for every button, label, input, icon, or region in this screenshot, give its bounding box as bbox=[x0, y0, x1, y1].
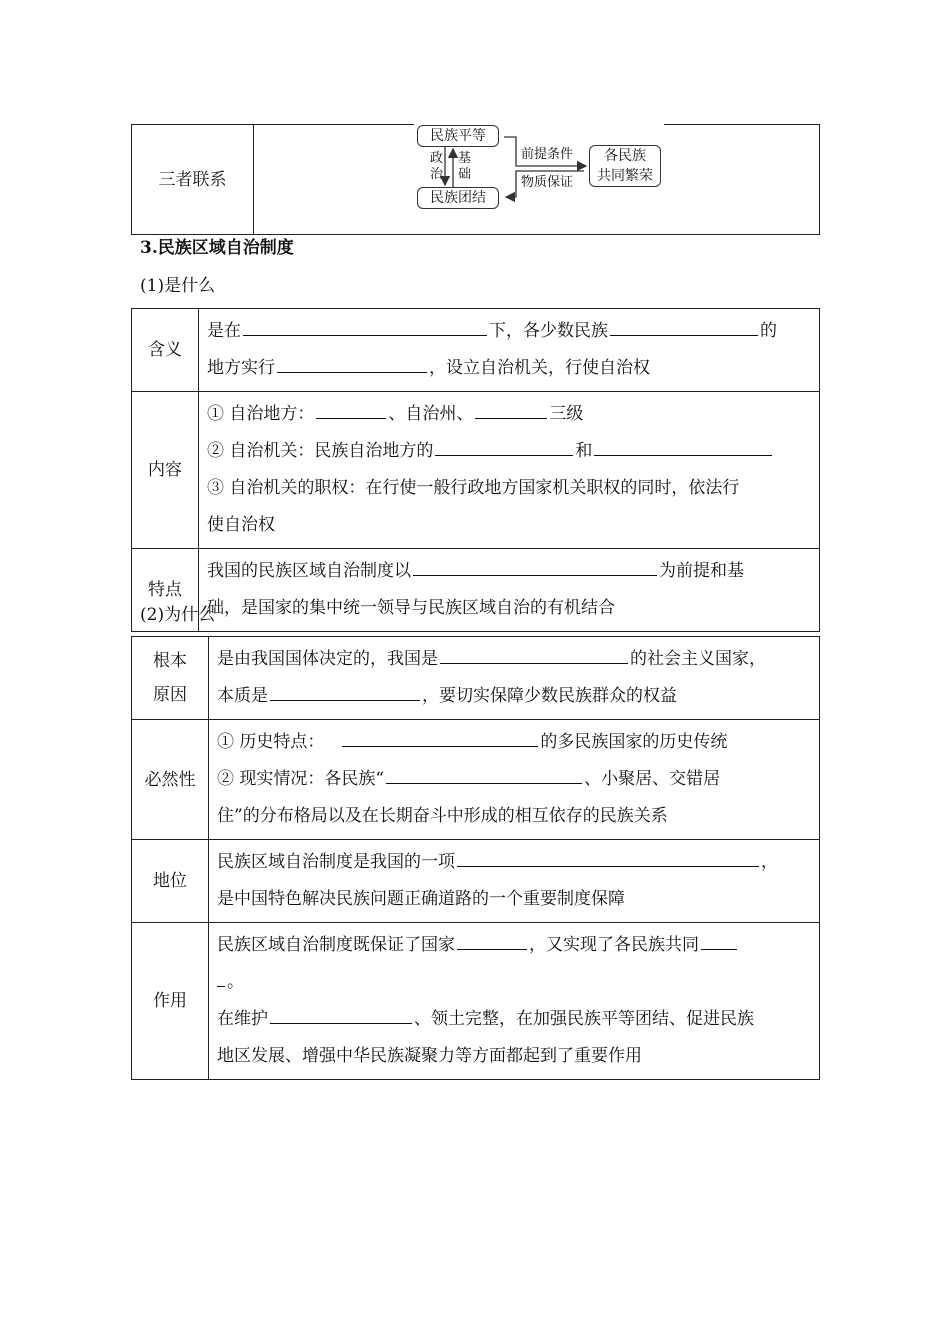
box-common-prosperity-line1: 各民族 bbox=[604, 148, 646, 164]
row-label-inevitability: 必然性 bbox=[132, 720, 209, 840]
relation-diagram bbox=[414, 123, 664, 213]
subsection-what: (1)是什么 bbox=[140, 276, 216, 296]
relation-table bbox=[131, 124, 820, 235]
relation-diagram-cell bbox=[254, 125, 820, 235]
label-political-2: 治 bbox=[430, 167, 444, 182]
root-cause-label-1: 根本 bbox=[153, 651, 187, 671]
status-line-1 bbox=[217, 844, 811, 881]
content-line-3: ③ 自治机关的职权：在行使一般行政地方国家机关职权的同时，依法行 bbox=[207, 478, 740, 498]
box-common-prosperity-line2: 共同繁荣 bbox=[597, 168, 653, 184]
text-seg: 。 bbox=[227, 972, 244, 992]
text-seg: 和 bbox=[575, 441, 593, 461]
row-label-feature: 特点 bbox=[132, 549, 199, 632]
text-seg: 本质是 bbox=[217, 686, 268, 706]
text-seg: 在维护 bbox=[217, 1009, 268, 1029]
row-label-root-cause bbox=[132, 637, 209, 720]
content-line-2 bbox=[207, 433, 811, 470]
role-line-1 bbox=[217, 927, 811, 964]
blank-field[interactable] bbox=[435, 433, 573, 456]
meaning-line-1 bbox=[207, 313, 811, 350]
row-content-status bbox=[209, 840, 820, 923]
why-table bbox=[131, 636, 820, 1080]
blank-field[interactable] bbox=[243, 313, 487, 336]
row-content-role bbox=[209, 923, 820, 1080]
label-material-guarantee: 物质保证 bbox=[521, 175, 574, 190]
what-table bbox=[131, 308, 820, 632]
feature-line-1 bbox=[207, 553, 811, 590]
blank-field[interactable] bbox=[475, 396, 547, 419]
blank-field[interactable] bbox=[217, 964, 225, 987]
text-seg: 的社会主义国家， bbox=[630, 649, 766, 669]
text-seg: ① 自治地方： bbox=[207, 404, 315, 424]
blank-field[interactable] bbox=[316, 396, 386, 419]
root-cause-label-2: 原因 bbox=[153, 685, 187, 705]
role-line-2 bbox=[217, 964, 811, 1001]
blank-field[interactable] bbox=[457, 844, 759, 867]
blank-field[interactable] bbox=[270, 1001, 412, 1024]
text-seg: ，又实现了各民族共同 bbox=[529, 935, 699, 955]
text-seg: 我国的民族区域自治制度以 bbox=[207, 561, 411, 581]
blank-field[interactable] bbox=[610, 313, 758, 336]
blank-field[interactable] bbox=[701, 927, 737, 950]
blank-field[interactable] bbox=[413, 553, 657, 576]
text-seg: 民族区域自治制度是我国的一项 bbox=[217, 852, 455, 872]
text-seg: ， bbox=[761, 852, 778, 872]
box-common-prosperity bbox=[589, 145, 661, 187]
role-line-4: 地区发展、增强中华民族凝聚力等方面都起到了重要作用 bbox=[217, 1046, 642, 1066]
feature-line-2: 础，是国家的集中统一领导与民族区域自治的有机结合 bbox=[207, 598, 615, 618]
text-seg: 地方实行 bbox=[207, 358, 275, 378]
row-label-status: 地位 bbox=[132, 840, 209, 923]
content-line-1 bbox=[207, 396, 811, 433]
status-line-2: 是中国特色解决民族问题正确道路的一个重要制度保障 bbox=[217, 889, 625, 909]
text-seg: ，要切实保障少数民族群众的权益 bbox=[422, 686, 677, 706]
blank-field[interactable] bbox=[270, 678, 420, 701]
text-seg: 的 bbox=[760, 321, 777, 341]
blank-field[interactable] bbox=[457, 927, 527, 950]
row-label-content: 内容 bbox=[132, 392, 199, 549]
inevitability-line-2 bbox=[217, 761, 811, 798]
content-line-4: 使自治权 bbox=[207, 515, 275, 535]
blank-field[interactable] bbox=[386, 761, 582, 784]
blank-field[interactable] bbox=[277, 350, 427, 373]
label-political-1: 政 bbox=[430, 151, 444, 166]
text-seg: ，设立自治机关，行使自治权 bbox=[429, 358, 650, 378]
text-seg: 三级 bbox=[549, 404, 584, 424]
text-seg: 是在 bbox=[207, 321, 241, 341]
text-seg: ② 自治机关：民族自治地方的 bbox=[207, 441, 434, 461]
relation-row-label: 三者联系 bbox=[132, 125, 254, 235]
row-content-root-cause bbox=[209, 637, 820, 720]
blank-field[interactable] bbox=[594, 433, 772, 456]
meaning-line-2 bbox=[207, 350, 811, 387]
row-label-meaning: 含义 bbox=[132, 309, 199, 392]
row-content-meaning bbox=[199, 309, 820, 392]
text-seg: 民族区域自治制度既保证了国家 bbox=[217, 935, 455, 955]
inevitability-line-3: 住”的分布格局以及在长期奋斗中形成的相互依存的民族关系 bbox=[217, 806, 668, 826]
row-label-role: 作用 bbox=[132, 923, 209, 1080]
label-basis-2: 础 bbox=[458, 167, 472, 182]
box-ethnic-equality: 民族平等 bbox=[417, 125, 499, 147]
label-prerequisite: 前提条件 bbox=[521, 147, 574, 162]
root-cause-line-2 bbox=[217, 678, 811, 715]
text-seg: 下，各少数民族 bbox=[489, 321, 608, 341]
label-basis-1: 基 bbox=[458, 151, 472, 166]
blank-field[interactable] bbox=[440, 641, 628, 664]
blank-field[interactable] bbox=[342, 724, 538, 747]
inevitability-line-1 bbox=[217, 724, 811, 761]
text-seg: 是由我国国体决定的，我国是 bbox=[217, 649, 438, 669]
text-seg: 、小聚居、交错居 bbox=[584, 769, 721, 789]
subsection-why: (2)为什么 bbox=[140, 605, 216, 625]
text-seg: 、领土完整，在加强民族平等团结、促进民族 bbox=[414, 1009, 754, 1029]
role-line-3 bbox=[217, 1001, 811, 1038]
section-title bbox=[140, 236, 294, 260]
text-seg: 为前提和基 bbox=[659, 561, 744, 581]
row-content-content bbox=[199, 392, 820, 549]
root-cause-line-1 bbox=[217, 641, 811, 678]
text-seg: 的多民族国家的历史传统 bbox=[540, 732, 728, 752]
row-content-inevitability bbox=[209, 720, 820, 840]
section-title-text: 3.民族区域自治制度 bbox=[140, 238, 294, 258]
text-seg: ② 现实情况：各民族“ bbox=[217, 769, 385, 789]
text-seg: 、自治州、 bbox=[388, 404, 474, 424]
box-ethnic-unity: 民族团结 bbox=[417, 187, 499, 209]
row-content-feature bbox=[199, 549, 820, 632]
text-seg: ① 历史特点： bbox=[217, 732, 325, 752]
